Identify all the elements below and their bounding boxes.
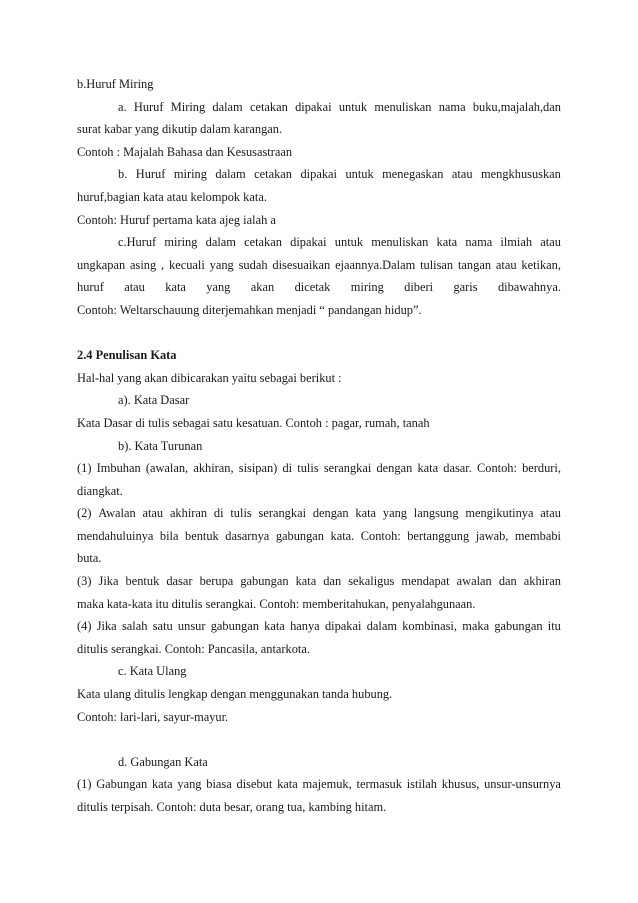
word: dasarnya [225,528,270,543]
paragraph-line: maka kata-kata itu ditulis serangkai. Contoh: memberitahukan, penyalahgunaan. [77,596,476,611]
word: unsur [177,619,206,634]
word: cetakan [254,167,292,182]
word: , [161,257,165,272]
word: menuliskan [371,235,429,250]
word: miring [173,167,207,182]
word: kata [295,574,317,589]
word: dalam [366,619,397,634]
word: khusus, [441,777,480,792]
subsection-title-kata-dasar: a). Kata Dasar [118,393,190,408]
word: hanya [290,619,320,634]
paragraph-line [77,525,561,548]
word: bertanggung [407,528,470,543]
word: biasa [206,777,232,792]
word: dasar [166,574,193,589]
paragraph-line: ditulis terpisah. Contoh: duta besar, orang tua, kambing hitam. [77,800,387,814]
word: ilmiah [500,235,533,250]
word: menegaskan [382,167,444,182]
word: gabungan [275,528,324,543]
word: satu [152,619,173,634]
example-line: Contoh: lari-lari, sayur-mayur. [77,709,229,724]
word: Huruf [133,99,164,114]
paragraph-line [77,457,561,480]
word: kata [417,461,439,476]
word: atau [540,235,561,250]
word: berupa [199,574,234,589]
word: miring [164,235,198,250]
paragraph-line [77,96,561,119]
word: ejaannya.Dalam [335,257,416,272]
word: gabungan [240,574,289,589]
word: dan [323,574,342,589]
word: Awalan [98,506,136,521]
word: atau [495,257,517,272]
section-title-huruf-miring: b.Huruf Miring [77,77,154,91]
word: dicetak [294,280,331,295]
word: kata. [330,528,355,543]
paragraph-line [77,276,561,299]
word: sudah [238,257,268,272]
word: garis [453,280,478,295]
word: ketikan, [521,257,561,272]
word: dasar. [443,461,472,476]
word: Contoh: [360,528,401,543]
word: (1) [77,777,92,792]
subsection-title-kata-ulang: c. Kata Ulang [118,664,187,679]
word: dalam [215,167,246,182]
word: cetakan [244,235,282,250]
word: awalan [456,574,492,589]
word: mendapat [401,574,450,589]
word: tulis [230,506,252,521]
word: akhiran [523,574,561,589]
word: sekaligus [348,574,395,589]
paragraph-line [77,570,561,593]
word: berduri, [522,461,561,476]
section-heading: 2.4 Penulisan Kata [77,348,177,363]
paragraph-line: Kata ulang ditulis lengkap dengan menggunakan tanda hubung. [77,687,393,702]
paragraph-line [77,502,561,525]
word: Miring [170,99,206,114]
word: dalam [212,99,243,114]
example-line: Contoh : Majalah Bahasa dan Kesusastraan [77,144,293,159]
word: (awalan, [145,461,189,476]
word: kata [277,777,298,792]
paragraph-line: ditulis serangkai. Contoh: Pancasila, antarkota. [77,641,310,656]
word: buku,majalah,dan [472,99,561,114]
word: nama [465,235,493,250]
word: di [213,506,224,521]
word: langsung [413,506,459,521]
word: di [282,461,293,476]
word: mengkhususkan [481,167,561,182]
word: bila [159,528,179,543]
word: gabungan [494,619,543,634]
word: disesuaikan [272,257,331,272]
word: ungkapan [77,257,126,272]
word: dalam [205,235,236,250]
word: serangkai [258,506,307,521]
word: dipakai [324,619,362,634]
word: membabi [514,528,561,543]
subsection-title-gabungan-kata: d. Gabungan Kata [118,754,208,769]
word: gabungan [210,619,259,634]
word: dibawahnya. [497,280,561,295]
word: dipakai [300,167,337,182]
word: c.Huruf [118,235,157,250]
word: (2) [77,506,92,521]
word: (1) [77,461,92,476]
word: Huruf [135,167,166,182]
paragraph-line: buta. [77,551,102,566]
word: kata [436,235,458,250]
word: Jika [98,574,119,589]
word: tulisan [420,257,454,272]
word: salah [121,619,148,634]
word: yang [177,777,202,792]
word: huruf [77,280,104,295]
paragraph-line: huruf,bagian kata atau kelompok kata. [77,189,267,204]
paragraph-line: Kata Dasar di tulis sebagai satu kesatuan. Contoh : pagar, rumah, tanah [77,415,430,430]
word: mendahuluinya [77,528,154,543]
word: akan [250,280,275,295]
word: diberi [404,280,434,295]
word: atau [540,506,561,521]
word: asing [130,257,157,272]
word: dipakai [290,235,327,250]
word: Contoh: [476,461,517,476]
word: dengan [312,506,349,521]
word: Imbuhan [96,461,141,476]
word: untuk [338,99,368,114]
word: unsur-unsurnya [484,777,561,792]
word: dipakai [295,99,332,114]
word: a. [118,99,127,114]
word: dengan [376,461,413,476]
word: kata [151,777,173,792]
paragraph-line: diangkat. [77,483,123,498]
word: yang [206,280,231,295]
word: nama [438,99,466,114]
word: tulis [297,461,319,476]
paragraph-line: Hal-hal yang akan dibicarakan yaitu sebagai berikut : [77,370,342,385]
word: majemuk, [302,777,352,792]
word: kombinasi, [402,619,457,634]
word: disebut [236,777,273,792]
example-line: Contoh: Huruf pertama kata ajeg ialah a [77,212,276,227]
word: atau [124,280,145,295]
word: maka [462,619,490,634]
blank-line [77,322,561,345]
word: termasuk [356,777,402,792]
word: menuliskan [374,99,432,114]
word: untuk [345,167,374,182]
paragraph-line [77,231,561,254]
paragraph-line [77,163,561,186]
word: kata [355,506,377,521]
example-line: Contoh: Weltarschauung diterjemahkan menjadi “ pandangan hidup”. [77,302,422,317]
word: Jika [96,619,117,634]
subsection-title-kata-turunan: b). Kata Turunan [118,438,203,453]
word: yang [209,257,234,272]
word: akhiran [169,506,208,521]
paragraph-line [77,615,561,638]
word: atau [451,167,473,182]
word: kecuali [169,257,205,272]
word: mengikutinya [465,506,534,521]
word: atau [142,506,164,521]
word: (4) [77,619,92,634]
word: (3) [77,574,92,589]
word: b. [118,167,128,182]
word: jawab, [475,528,509,543]
word: dan [498,574,517,589]
word: itu [547,619,561,634]
paragraph-line [77,254,561,277]
paragraph-line [77,773,561,796]
word: akhiran, [193,461,234,476]
word: untuk [334,235,364,250]
word: kata [264,619,285,634]
blank-line [77,728,561,751]
word: bentuk [125,574,160,589]
word: miring [350,280,384,295]
word: kata [165,280,186,295]
word: bentuk [185,528,219,543]
word: sisipan) [238,461,278,476]
word: yang [382,506,407,521]
word: tangan [457,257,492,272]
word: istilah [406,777,437,792]
word: serangkai [323,461,372,476]
word: cetakan [249,99,288,114]
word: Gabungan [96,777,148,792]
paragraph-line: surat kabar yang dikutip dalam karangan. [77,122,283,137]
